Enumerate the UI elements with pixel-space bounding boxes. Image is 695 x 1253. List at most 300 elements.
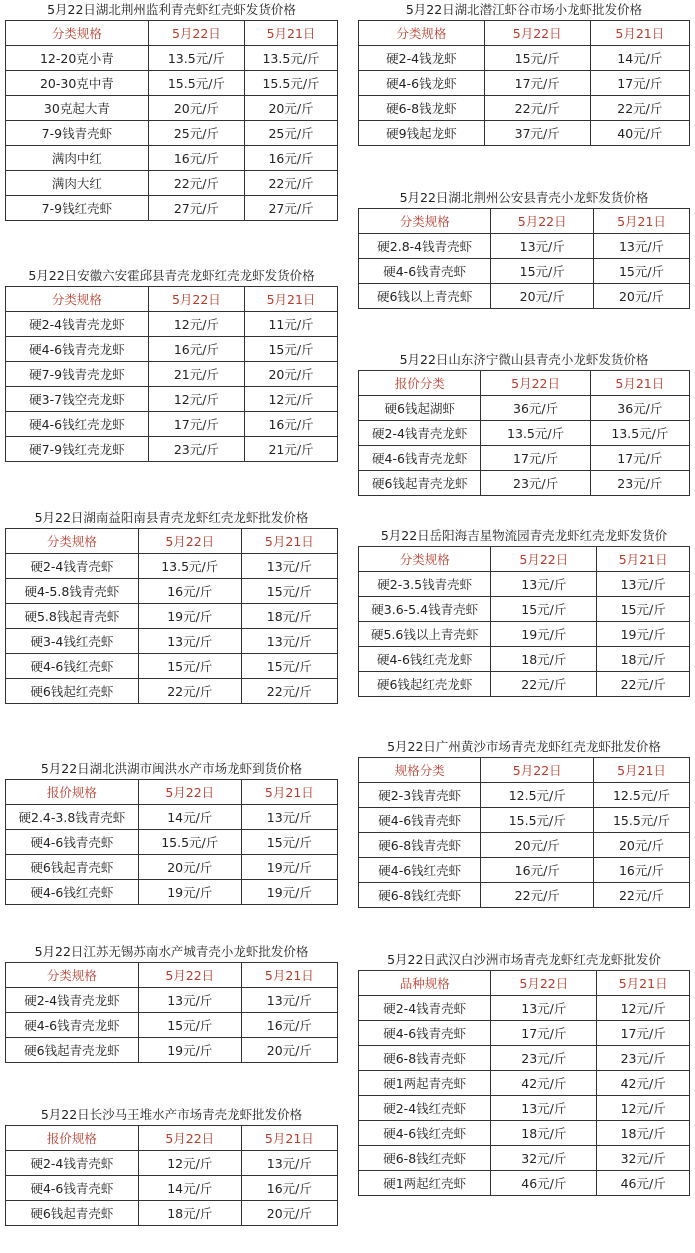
table-row (359, 783, 690, 808)
spec-cell: 硬4-6钱红壳虾 (359, 1121, 491, 1146)
table-title: 5月22日山东济宁微山县青壳小龙虾发货价格 (399, 352, 649, 367)
spec-cell: 硬6-8钱红壳虾 (359, 883, 481, 908)
today-price-cell: 15元/斤 (484, 46, 590, 71)
today-price-cell: 25元/斤 (148, 121, 244, 146)
table-row (359, 1046, 690, 1071)
yesterday-price-cell: 27元/斤 (245, 196, 338, 221)
today-price-cell: 42元/斤 (491, 1071, 597, 1096)
spec-cell: 硬6-8钱龙虾 (359, 96, 485, 121)
yesterday-column-header: 5月21日 (597, 547, 690, 572)
price-table (358, 208, 690, 309)
spec-cell: 硬4-6钱龙虾 (359, 71, 485, 96)
spec-cell: 硬6钱起青壳虾 (6, 855, 139, 880)
spec-cell: 硬1两起红壳虾 (359, 1171, 491, 1196)
today-column-header: 5月22日 (138, 963, 241, 988)
yesterday-price-cell: 12元/斤 (245, 387, 338, 412)
today-price-cell: 19元/斤 (138, 880, 241, 905)
spec-cell: 硬6钱以上青壳虾 (359, 284, 491, 309)
spec-column-header: 分类规格 (6, 963, 139, 988)
today-price-cell: 46元/斤 (491, 1171, 597, 1196)
table-row (6, 554, 338, 579)
spec-cell: 硬6钱起湖虾 (359, 396, 481, 421)
yesterday-price-cell: 12元/斤 (597, 996, 690, 1021)
yesterday-price-cell: 36元/斤 (590, 396, 689, 421)
yesterday-price-cell: 20元/斤 (245, 362, 338, 387)
table-row (359, 833, 690, 858)
table-row (359, 1171, 690, 1196)
table-row (359, 121, 690, 146)
table-title: 5月22日湖北荆州监利青壳虾红壳虾发货价格 (47, 2, 296, 17)
table-header-row (6, 529, 338, 554)
table-row (359, 421, 690, 446)
table-row (6, 604, 338, 629)
spec-cell: 硬6-8钱青壳虾 (359, 1046, 491, 1071)
spec-cell: 满肉大红 (6, 171, 149, 196)
table-row (6, 579, 338, 604)
today-price-cell: 18元/斤 (491, 1121, 597, 1146)
today-price-cell: 16元/斤 (148, 146, 244, 171)
yesterday-column-header: 5月21日 (594, 209, 690, 234)
price-table (358, 970, 690, 1196)
table-row (6, 1176, 338, 1201)
yesterday-price-cell: 15.5元/斤 (245, 71, 338, 96)
table-row (6, 312, 338, 337)
yesterday-price-cell: 13元/斤 (594, 234, 690, 259)
table-row (6, 1201, 338, 1226)
yesterday-price-cell: 21元/斤 (245, 437, 338, 462)
table-row (6, 437, 338, 462)
today-price-cell: 13元/斤 (138, 988, 241, 1013)
yesterday-price-cell: 16元/斤 (241, 1013, 337, 1038)
spec-cell: 硬6-8钱红壳虾 (359, 1146, 491, 1171)
spec-cell: 硬4-6钱青壳虾 (6, 830, 139, 855)
price-table-block (5, 1107, 338, 1226)
today-price-cell: 17元/斤 (481, 446, 590, 471)
today-price-cell: 16元/斤 (138, 579, 241, 604)
today-price-cell: 18元/斤 (491, 647, 597, 672)
today-price-cell: 18元/斤 (138, 1201, 241, 1226)
table-row (6, 679, 338, 704)
spec-cell: 硬6钱起青壳虾 (6, 1201, 139, 1226)
today-column-header: 5月22日 (148, 21, 244, 46)
table-row (359, 396, 690, 421)
today-price-cell: 13.5元/斤 (481, 421, 590, 446)
table-row (6, 387, 338, 412)
table-row (359, 883, 690, 908)
yesterday-price-cell: 13元/斤 (241, 805, 337, 830)
table-row (359, 808, 690, 833)
table-row (359, 1146, 690, 1171)
spec-column-header: 分类规格 (359, 209, 491, 234)
table-row (6, 362, 338, 387)
today-price-cell: 15元/斤 (491, 597, 597, 622)
table-row (6, 46, 338, 71)
spec-cell: 硬4-6钱青壳虾 (6, 1176, 139, 1201)
today-price-cell: 21元/斤 (148, 362, 244, 387)
yesterday-column-header: 5月21日 (241, 780, 337, 805)
today-price-cell: 15.5元/斤 (148, 71, 244, 96)
table-title: 5月22日安徽六安霍邱县青壳龙虾红壳龙虾发货价格 (28, 268, 315, 283)
yesterday-price-cell: 13元/斤 (241, 629, 337, 654)
yesterday-column-header: 5月21日 (590, 21, 689, 46)
table-row (6, 96, 338, 121)
today-price-cell: 22元/斤 (481, 883, 594, 908)
spec-cell: 硬4-6钱青壳龙虾 (359, 446, 481, 471)
table-header-row (6, 780, 338, 805)
today-price-cell: 32元/斤 (491, 1146, 597, 1171)
spec-cell: 硬2-4钱龙虾 (359, 46, 485, 71)
today-price-cell: 13元/斤 (491, 572, 597, 597)
spec-cell: 硬4-6钱青壳虾 (359, 259, 491, 284)
yesterday-price-cell: 15元/斤 (594, 259, 690, 284)
spec-cell: 硬7-9钱红壳龙虾 (6, 437, 149, 462)
price-table (358, 546, 690, 697)
table-row (359, 1096, 690, 1121)
spec-cell: 7-9钱红壳虾 (6, 196, 149, 221)
spec-cell: 硬2.4-3.8钱青壳虾 (6, 805, 139, 830)
yesterday-column-header: 5月21日 (594, 758, 690, 783)
table-row (359, 996, 690, 1021)
yesterday-price-cell: 15元/斤 (245, 337, 338, 362)
today-price-cell: 17元/斤 (491, 1021, 597, 1046)
yesterday-price-cell: 17元/斤 (597, 1021, 690, 1046)
today-price-cell: 23元/斤 (481, 471, 590, 496)
table-title: 5月22日长沙马王堆水产市场青壳龙虾批发价格 (40, 1107, 303, 1122)
spec-cell: 硬4-6钱红壳龙虾 (359, 647, 491, 672)
yesterday-price-cell: 25元/斤 (245, 121, 338, 146)
table-row (359, 647, 690, 672)
today-column-header: 5月22日 (491, 209, 594, 234)
yesterday-column-header: 5月21日 (241, 1126, 337, 1151)
spec-cell: 硬2-4钱青壳虾 (6, 1151, 139, 1176)
yesterday-price-cell: 46元/斤 (597, 1171, 690, 1196)
spec-column-header: 分类规格 (359, 547, 491, 572)
today-price-cell: 13元/斤 (491, 996, 597, 1021)
spec-cell: 硬2-4钱红壳虾 (359, 1096, 491, 1121)
price-table-block (358, 352, 690, 496)
yesterday-price-cell: 40元/斤 (590, 121, 689, 146)
today-column-header: 5月22日 (491, 547, 597, 572)
price-table-block (358, 528, 690, 697)
table-row (6, 880, 338, 905)
table-row (359, 1021, 690, 1046)
spec-cell: 硬3-4钱红壳虾 (6, 629, 139, 654)
spec-cell: 硬2.8-4钱青壳虾 (359, 234, 491, 259)
yesterday-price-cell: 20元/斤 (241, 1201, 337, 1226)
today-price-cell: 13.5元/斤 (138, 554, 241, 579)
table-row (359, 46, 690, 71)
yesterday-price-cell: 11元/斤 (245, 312, 338, 337)
table-row (6, 171, 338, 196)
spec-cell: 12-20克小青 (6, 46, 149, 71)
today-price-cell: 36元/斤 (481, 396, 590, 421)
today-price-cell: 14元/斤 (138, 1176, 241, 1201)
spec-cell: 硬6钱起青壳龙虾 (359, 471, 481, 496)
today-price-cell: 20元/斤 (481, 833, 594, 858)
table-header-row (6, 963, 338, 988)
spec-cell: 硬9钱起龙虾 (359, 121, 485, 146)
today-price-cell: 19元/斤 (491, 622, 597, 647)
yesterday-column-header: 5月21日 (597, 971, 690, 996)
today-price-cell: 13元/斤 (138, 629, 241, 654)
spec-column-header: 分类规格 (359, 21, 485, 46)
table-title: 5月22日湖北潜江虾谷市场小龙虾批发价格 (405, 2, 643, 17)
today-price-cell: 22元/斤 (148, 171, 244, 196)
today-price-cell: 12元/斤 (138, 1151, 241, 1176)
yesterday-price-cell: 23元/斤 (597, 1046, 690, 1071)
today-price-cell: 12.5元/斤 (481, 783, 594, 808)
spec-cell: 硬2-3钱青壳虾 (359, 783, 481, 808)
today-column-header: 5月22日 (138, 780, 241, 805)
spec-cell: 硬2-4钱青壳虾 (6, 554, 139, 579)
yesterday-price-cell: 23元/斤 (590, 471, 689, 496)
today-column-header: 5月22日 (481, 371, 590, 396)
today-price-cell: 12元/斤 (148, 387, 244, 412)
spec-cell: 20-30克中青 (6, 71, 149, 96)
yesterday-price-cell: 22元/斤 (597, 672, 690, 697)
table-title: 5月22日湖南益阳南县青壳龙虾红壳龙虾批发价格 (34, 510, 309, 525)
table-row (359, 597, 690, 622)
today-column-header: 5月22日 (491, 971, 597, 996)
table-header-row (6, 21, 338, 46)
yesterday-price-cell: 15元/斤 (597, 597, 690, 622)
yesterday-price-cell: 13元/斤 (241, 1151, 337, 1176)
spec-cell: 硬4-6钱红壳虾 (359, 858, 481, 883)
today-column-header: 5月22日 (148, 287, 244, 312)
yesterday-column-header: 5月21日 (245, 287, 338, 312)
table-row (359, 446, 690, 471)
table-row (359, 858, 690, 883)
yesterday-price-cell: 22元/斤 (245, 171, 338, 196)
price-table (5, 20, 338, 221)
table-row (359, 259, 690, 284)
table-title: 5月22日湖北洪湖市闽洪水产市场龙虾到货价格 (40, 761, 303, 776)
table-row (6, 196, 338, 221)
table-row (359, 572, 690, 597)
yesterday-price-cell: 22元/斤 (590, 96, 689, 121)
price-table-block (358, 952, 690, 1196)
spec-cell: 硬4-6钱红壳虾 (6, 654, 139, 679)
yesterday-price-cell: 20元/斤 (241, 1038, 337, 1063)
spec-column-header: 分类规格 (6, 287, 149, 312)
table-row (6, 121, 338, 146)
spec-cell: 硬2-4钱青壳龙虾 (359, 421, 481, 446)
spec-cell: 硬3.6-5.4钱青壳虾 (359, 597, 491, 622)
spec-cell: 硬4-6钱青壳虾 (359, 808, 481, 833)
price-table (5, 962, 338, 1063)
today-price-cell: 19元/斤 (138, 1038, 241, 1063)
spec-cell: 硬2-4钱青壳虾 (359, 996, 491, 1021)
today-price-cell: 14元/斤 (138, 805, 241, 830)
today-price-cell: 16元/斤 (481, 858, 594, 883)
yesterday-price-cell: 16元/斤 (245, 146, 338, 171)
today-price-cell: 17元/斤 (148, 412, 244, 437)
table-title: 5月22日江苏无锡苏南水产城青壳小龙虾批发价格 (34, 944, 309, 959)
today-price-cell: 13元/斤 (491, 1096, 597, 1121)
spec-cell: 硬7-9钱青壳龙虾 (6, 362, 149, 387)
today-price-cell: 15元/斤 (138, 654, 241, 679)
spec-cell: 硬4-6钱青壳虾 (359, 1021, 491, 1046)
today-column-header: 5月22日 (138, 1126, 241, 1151)
yesterday-price-cell: 13元/斤 (241, 554, 337, 579)
yesterday-column-header: 5月21日 (245, 21, 338, 46)
price-table-block (5, 510, 338, 704)
yesterday-price-cell: 14元/斤 (590, 46, 689, 71)
spec-cell: 硬6钱起红壳虾 (6, 679, 139, 704)
table-row (6, 855, 338, 880)
table-row (6, 1013, 338, 1038)
yesterday-price-cell: 12元/斤 (597, 1096, 690, 1121)
yesterday-price-cell: 13元/斤 (597, 572, 690, 597)
table-row (359, 1121, 690, 1146)
yesterday-price-cell: 19元/斤 (241, 855, 337, 880)
yesterday-price-cell: 22元/斤 (241, 679, 337, 704)
today-price-cell: 16元/斤 (148, 337, 244, 362)
table-row (359, 1071, 690, 1096)
today-price-cell: 23元/斤 (491, 1046, 597, 1071)
table-title: 5月22日武汉白沙洲市场青壳龙虾红壳龙虾批发价 (387, 952, 661, 967)
spec-column-header: 报价规格 (6, 780, 139, 805)
today-price-cell: 13.5元/斤 (148, 46, 244, 71)
today-price-cell: 17元/斤 (484, 71, 590, 96)
today-price-cell: 15元/斤 (491, 259, 594, 284)
today-price-cell: 15.5元/斤 (481, 808, 594, 833)
price-table (5, 1125, 338, 1226)
today-price-cell: 37元/斤 (484, 121, 590, 146)
table-row (6, 629, 338, 654)
yesterday-price-cell: 20元/斤 (245, 96, 338, 121)
yesterday-column-header: 5月21日 (241, 963, 337, 988)
yesterday-price-cell: 20元/斤 (594, 833, 690, 858)
price-table-block (5, 2, 338, 221)
yesterday-price-cell: 15元/斤 (241, 654, 337, 679)
today-price-cell: 12元/斤 (148, 312, 244, 337)
today-price-cell: 20元/斤 (491, 284, 594, 309)
table-row (359, 96, 690, 121)
yesterday-price-cell: 19元/斤 (597, 622, 690, 647)
yesterday-price-cell: 17元/斤 (590, 446, 689, 471)
table-header-row (6, 287, 338, 312)
table-header-row (6, 1126, 338, 1151)
yesterday-column-header: 5月21日 (241, 529, 337, 554)
yesterday-price-cell: 19元/斤 (241, 880, 337, 905)
spec-cell: 硬1两起青壳虾 (359, 1071, 491, 1096)
spec-column-header: 规格分类 (359, 758, 481, 783)
table-row (359, 234, 690, 259)
today-price-cell: 13元/斤 (491, 234, 594, 259)
today-price-cell: 22元/斤 (138, 679, 241, 704)
today-price-cell: 15.5元/斤 (138, 830, 241, 855)
yesterday-price-cell: 13元/斤 (241, 988, 337, 1013)
yesterday-column-header: 5月21日 (590, 371, 689, 396)
table-row (6, 830, 338, 855)
yesterday-price-cell: 16元/斤 (241, 1176, 337, 1201)
yesterday-price-cell: 13.5元/斤 (590, 421, 689, 446)
today-column-header: 5月22日 (484, 21, 590, 46)
spec-cell: 7-9钱青壳虾 (6, 121, 149, 146)
table-header-row (359, 371, 690, 396)
table-row (6, 337, 338, 362)
yesterday-price-cell: 15.5元/斤 (594, 808, 690, 833)
yesterday-price-cell: 15元/斤 (241, 830, 337, 855)
spec-column-header: 分类规格 (6, 21, 149, 46)
spec-cell: 硬2-4钱青壳龙虾 (6, 988, 139, 1013)
yesterday-price-cell: 18元/斤 (241, 604, 337, 629)
spec-cell: 硬6钱起红壳龙虾 (359, 672, 491, 697)
price-table-block (5, 268, 338, 462)
yesterday-price-cell: 22元/斤 (594, 883, 690, 908)
table-row (359, 284, 690, 309)
price-table-block (358, 190, 690, 309)
spec-cell: 硬4-6钱青壳龙虾 (6, 337, 149, 362)
today-price-cell: 27元/斤 (148, 196, 244, 221)
spec-cell: 硬6-8钱青壳虾 (359, 833, 481, 858)
today-price-cell: 20元/斤 (148, 96, 244, 121)
yesterday-price-cell: 18元/斤 (597, 1121, 690, 1146)
table-row (6, 805, 338, 830)
table-header-row (359, 971, 690, 996)
spec-cell: 硬6钱起青壳龙虾 (6, 1038, 139, 1063)
spec-cell: 硬5.8钱起青壳虾 (6, 604, 139, 629)
table-row (359, 71, 690, 96)
spec-cell: 硬5.6钱以上青壳虾 (359, 622, 491, 647)
table-header-row (359, 758, 690, 783)
price-table (358, 370, 690, 496)
yesterday-price-cell: 18元/斤 (597, 647, 690, 672)
today-price-cell: 22元/斤 (484, 96, 590, 121)
spec-column-header: 报价分类 (359, 371, 481, 396)
price-table-block (358, 2, 690, 146)
spec-cell: 硬4-6钱红壳龙虾 (6, 412, 149, 437)
table-row (6, 654, 338, 679)
table-row (6, 1038, 338, 1063)
table-row (6, 412, 338, 437)
table-row (359, 471, 690, 496)
yesterday-price-cell: 12.5元/斤 (594, 783, 690, 808)
price-table-block (5, 944, 338, 1063)
price-table (358, 757, 690, 908)
yesterday-price-cell: 16元/斤 (245, 412, 338, 437)
today-price-cell: 15元/斤 (138, 1013, 241, 1038)
table-row (6, 71, 338, 96)
today-column-header: 5月22日 (138, 529, 241, 554)
price-table (5, 779, 338, 905)
table-header-row (359, 547, 690, 572)
table-header-row (359, 209, 690, 234)
price-table (5, 286, 338, 462)
spec-cell: 满肉中红 (6, 146, 149, 171)
table-row (359, 622, 690, 647)
spec-cell: 30克起大青 (6, 96, 149, 121)
spec-column-header: 报价规格 (6, 1126, 139, 1151)
table-title: 5月22日广州黄沙市场青壳龙虾红壳龙虾批发价格 (387, 739, 661, 754)
spec-cell: 硬2-4钱青壳龙虾 (6, 312, 149, 337)
today-price-cell: 19元/斤 (138, 604, 241, 629)
spec-cell: 硬4-6钱青壳龙虾 (6, 1013, 139, 1038)
table-row (359, 672, 690, 697)
yesterday-price-cell: 17元/斤 (590, 71, 689, 96)
spec-cell: 硬4-6钱红壳虾 (6, 880, 139, 905)
yesterday-price-cell: 15元/斤 (241, 579, 337, 604)
yesterday-price-cell: 32元/斤 (597, 1146, 690, 1171)
yesterday-price-cell: 13.5元/斤 (245, 46, 338, 71)
today-price-cell: 22元/斤 (491, 672, 597, 697)
spec-cell: 硬4-5.8钱青壳虾 (6, 579, 139, 604)
table-row (6, 1151, 338, 1176)
yesterday-price-cell: 42元/斤 (597, 1071, 690, 1096)
today-price-cell: 20元/斤 (138, 855, 241, 880)
table-row (6, 988, 338, 1013)
